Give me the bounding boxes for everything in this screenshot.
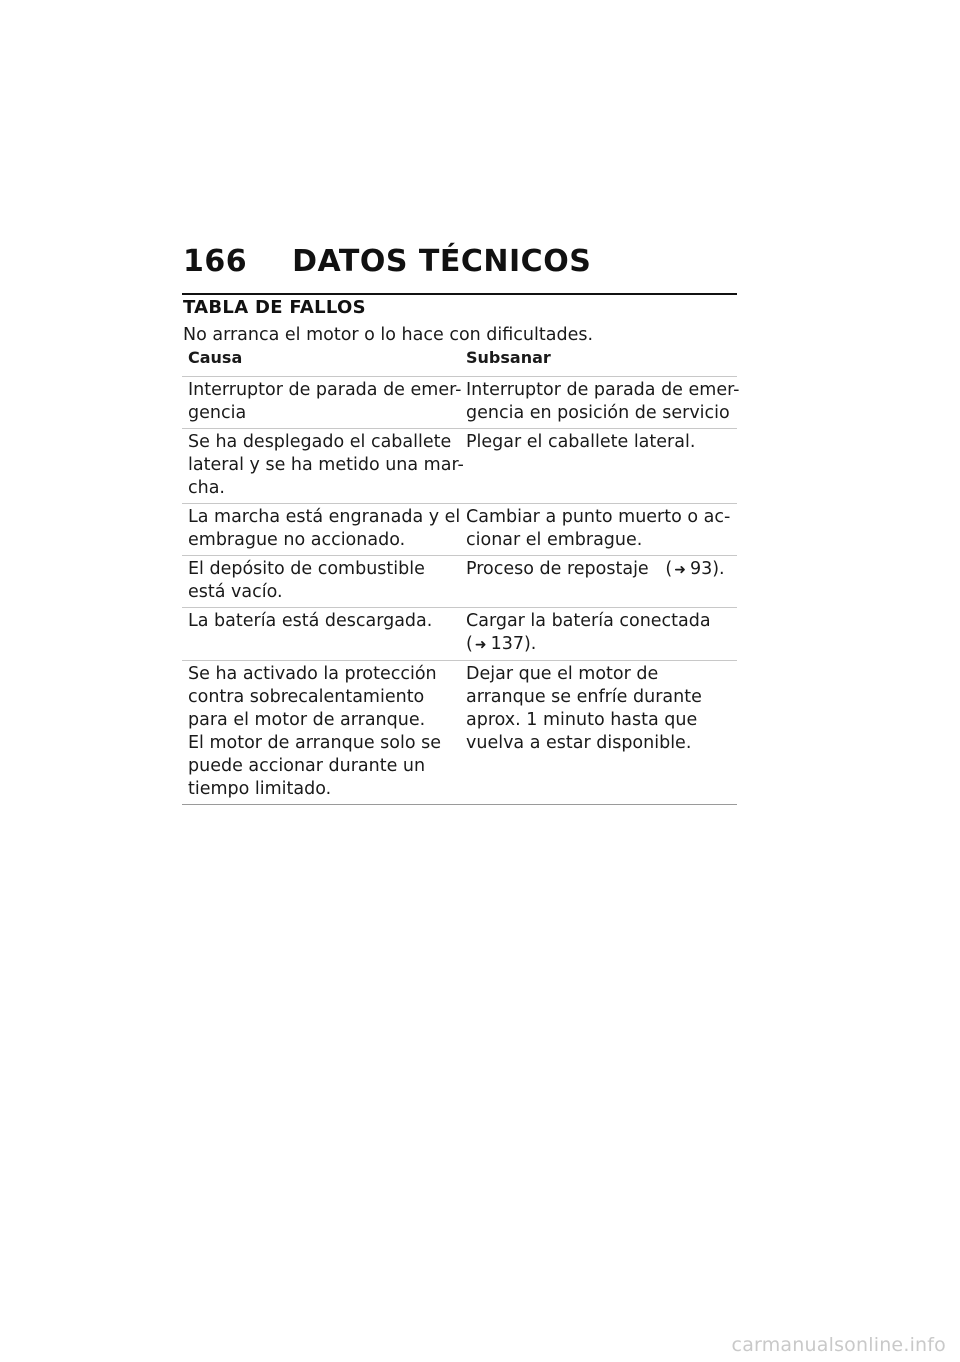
cause-text: contra sobrecalentamiento [188, 687, 425, 707]
page-reference-link[interactable]: 137). [490, 634, 537, 654]
column-header-cause: Causa [188, 348, 243, 367]
fault-table [182, 346, 740, 805]
cause-text: La marcha está engranada y el [188, 507, 461, 527]
remedy-text-prefix: ( [466, 634, 473, 654]
page-reference-link[interactable]: 93). [689, 559, 725, 579]
cause-cell [182, 661, 460, 805]
cause-text: El depósito de combustible [188, 559, 425, 579]
cause-text: La batería está descargada. [188, 611, 433, 631]
remedy-text: Cambiar a punto muerto o ac- [466, 507, 731, 527]
chapter-title: DATOS TÉCNICOS [292, 244, 592, 279]
table-header-row [182, 346, 737, 377]
remedy-text: vuelva a estar disponible. [466, 733, 692, 753]
remedy-text [466, 558, 731, 582]
cause-cell [182, 377, 460, 429]
cause-text: lateral y se ha metido una mar- [188, 455, 464, 475]
section-intro: No arranca el motor o lo hace con dificultades. [183, 325, 594, 345]
remedy-text: aprox. 1 minuto hasta que [466, 710, 698, 730]
remedy-text: Interruptor de parada de emer- [466, 380, 740, 400]
cause-text: gencia [188, 403, 247, 423]
remedy-text: Plegar el caballete lateral. [466, 432, 696, 452]
table-row [182, 429, 737, 504]
arrow-right-icon: ➜ [474, 637, 487, 653]
cause-text: Se ha desplegado el caballete [188, 432, 452, 452]
remedy-cell [460, 661, 737, 805]
cause-text: embrague no accionado. [188, 530, 406, 550]
table-row [182, 556, 737, 608]
remedy-text: arranque se enfríe durante [466, 687, 702, 707]
remedy-cell [460, 608, 737, 661]
cause-text: Interruptor de parada de emer- [188, 380, 462, 400]
remedy-cell [460, 377, 740, 429]
table-row [182, 608, 737, 661]
table-row [182, 504, 737, 556]
column-header-remedy: Subsanar [466, 348, 551, 367]
section-title: TABLA DE FALLOS [183, 297, 366, 318]
remedy-cell [460, 556, 737, 608]
remedy-cell [460, 429, 737, 504]
remedy-text: cionar el embrague. [466, 530, 643, 550]
cause-cell [182, 429, 464, 504]
page-header [183, 244, 591, 279]
remedy-text: Dejar que el motor de [466, 664, 659, 684]
page-number: 166 [183, 244, 248, 279]
cause-text: para el motor de arranque. [188, 710, 426, 730]
cause-text: Se ha activado la protección [188, 664, 437, 684]
remedy-text-prefix: Proceso de repostaje ( [466, 559, 673, 579]
header-divider [182, 293, 737, 295]
cause-text: está vacío. [188, 582, 283, 602]
table-row [182, 661, 737, 805]
cause-text: El motor de arranque solo se [188, 733, 441, 753]
cause-text: cha. [188, 478, 225, 498]
arrow-right-icon: ➜ [674, 562, 686, 578]
cause-cell [182, 608, 460, 661]
cause-text: puede accionar durante un [188, 756, 426, 776]
cause-cell [182, 556, 460, 608]
remedy-cell [460, 504, 737, 556]
remedy-text [466, 633, 731, 657]
watermark: carmanualsonline.info [731, 1334, 946, 1356]
cause-cell [182, 504, 460, 556]
cause-text: tiempo limitado. [188, 779, 332, 799]
remedy-text: Cargar la batería conectada [466, 611, 711, 631]
remedy-text: gencia en posición de servicio [466, 403, 730, 423]
table-row [182, 377, 737, 429]
